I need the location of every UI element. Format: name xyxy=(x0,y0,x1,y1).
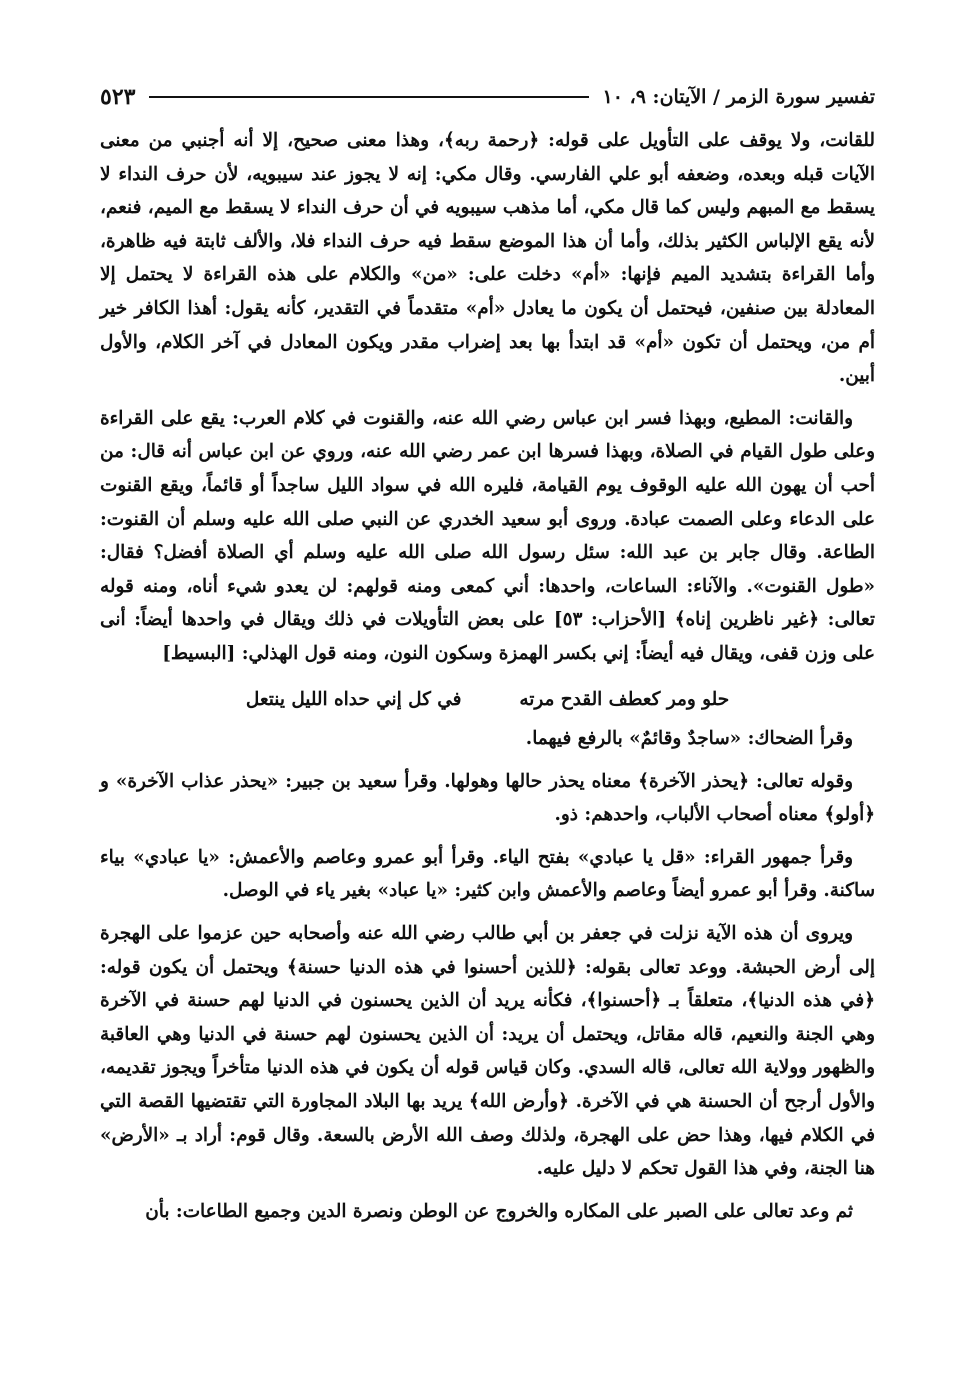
poetry-verse xyxy=(100,683,875,717)
paragraph: وقوله تعالى: ﴿يحذر الآخرة﴾ معناه يحذر حالها وهولها. وقرأ سعيد بن جبير: «يحذر عذاب الآخرة» و ﴿أولو﴾ معناه أصحاب الألباب، واحدهم: ذو. xyxy=(100,770,875,826)
paragraph: ثم وعد تعالى على الصبر على المكاره والخروج عن الوطن ونصرة الدين وجميع الطاعات: بأن xyxy=(145,1200,853,1222)
paragraph: وقرأ الضحاك: «ساجدٌ وقائمٌ» بالرفع فيهما. xyxy=(525,728,853,750)
paragraph: وقرأ جمهور القراء: «قل يا عبادي» بفتح الياء. وقرأ أبو عمرو وعاصم والأعمش: «يا عبادي» بياء ساكنة. وقرأ أبو عمرو أيضاً وعاصم والأعمش وابن كثير: «يا عباد» بغير ياء في الوصل. xyxy=(100,846,875,902)
paragraph: والقانت: المطيع، وبهذا فسر ابن عباس رضي الله عنه، والقنوت في كلام العرب: يقع على القراءة وعلى طول القيام في الصلاة، وبهذا فسرها ابن عمر رضي الله عنه، وروي عن ابن عباس أنه قال: من أحب أن يهون الله عليه الوقوف يوم القيامة، فليره الله في سواد الليل ساجداً أو قائماً، ويقع القنوت على الدعاء وعلى الصمت عبادة. وروى أبو سعيد الخدري عن النبي صلى الله عليه وسلم أن القنوت: الطاعة. وقال جابر بن عبد الله: سئل رسول الله صلى الله عليه وسلم أي الصلاة أفضل؟ فقال: «طول القنوت». والآناء: الساعات، واحدها: أني كمعى ومنه قولهم: لن يعدو شيء أناه، ومنه قوله تعالى: ﴿غير ناظرين إناه﴾ [الأحزاب: ٥٣] على بعض التأويلات في ذلك ويقال في واحدها أيضاً: أنى على وزن قفى، ويقال فيه أيضاً: إني بكسر الهمزة وسكون النون، ومنه قول الهذلي: [البسيط] xyxy=(100,407,875,664)
header-title: تفسير سورة الزمر / الآيتان: ٩، ١٠ xyxy=(602,86,875,108)
paragraph: ويروى أن هذه الآية نزلت في جعفر بن أبي طالب رضي الله عنه وأصحابه حين عزموا على الهجرة إلى أرض الحبشة. ووعد تعالى بقوله: ﴿للذين أحسنوا في هذه الدنيا حسنة﴾ ويحتمل أن يكون قوله: ﴿في هذه الدنيا﴾، متعلقاً بـ ﴿أحسنوا﴾، فكأنه يريد أن الذين يحسنون في الدنيا لهم حسنة في الآخرة وهي الجنة والنعيم، قاله مقاتل، ويحتمل أن يريد: أن الذين يحسنون لهم حسنة في الدنيا وهي العاقبة والظهور وولاية الله تعالى، قاله السدي. وكان قياس قوله أن يكون في هذه الدنيا متأخراً ويجوز تقديمه، والأول أرجح أن الحسنة هي في الآخرة. ﴿وأرض الله﴾ يريد بها البلاد المجاورة التي تقتضيها القصة التي في الكلام فيها، وهذا حض على الهجرة، ولذلك وصف الله الأرض بالسعة. وقال قوم: أراد بـ «الأرض» هنا الجنة، وفي هذا القول تحكم لا دليل عليه. xyxy=(100,923,875,1180)
body-text xyxy=(100,124,875,1228)
header-rule xyxy=(149,96,588,98)
running-header xyxy=(100,82,875,112)
verse-first-hemistich: حلو ومر كعطف القدح مرته xyxy=(519,688,730,710)
page-number: ٥٢٣ xyxy=(100,84,136,110)
paragraph: للقانت، ولا يوقف على التأويل على قوله: ﴿رحمة ربه﴾، وهذا معنى صحيح، إلا أنه أجنبي من معنى الآيات قبله وبعده، وضعفه أبو علي الفارسي. وقال مكي: إنه لا يجوز عند سيبويه، لأن حرف النداء لا يسقط مع المبهم وليس كما قال مكي، أما مذهب سيبويه في أن حرف النداء لا يسقط مع الميم، فنعم، لأنه يقع الإلباس الكثير بذلك، وأما أن هذا الموضع سقط فيه حرف النداء فلا، والألف ثابتة فيه ظاهرة، وأما القراءة بتشديد الميم فإنها: «أم» دخلت على: «من» والكلام على هذه القراءة لا يحتمل إلا المعادلة بين صنفين، فيحتمل أن يكون ما يعادل «أم» متقدماً في التقدير، كأنه يقول: أهذا الكافر خير أم من، ويحتمل أن تكون «أم» قد ابتدأ بها بعد إضراب مقدر ويكون المعادل في آخر الكلام، والأول أبين. xyxy=(100,130,875,387)
verse-second-hemistich: في كل إني حداه الليل ينتعل xyxy=(245,688,462,710)
